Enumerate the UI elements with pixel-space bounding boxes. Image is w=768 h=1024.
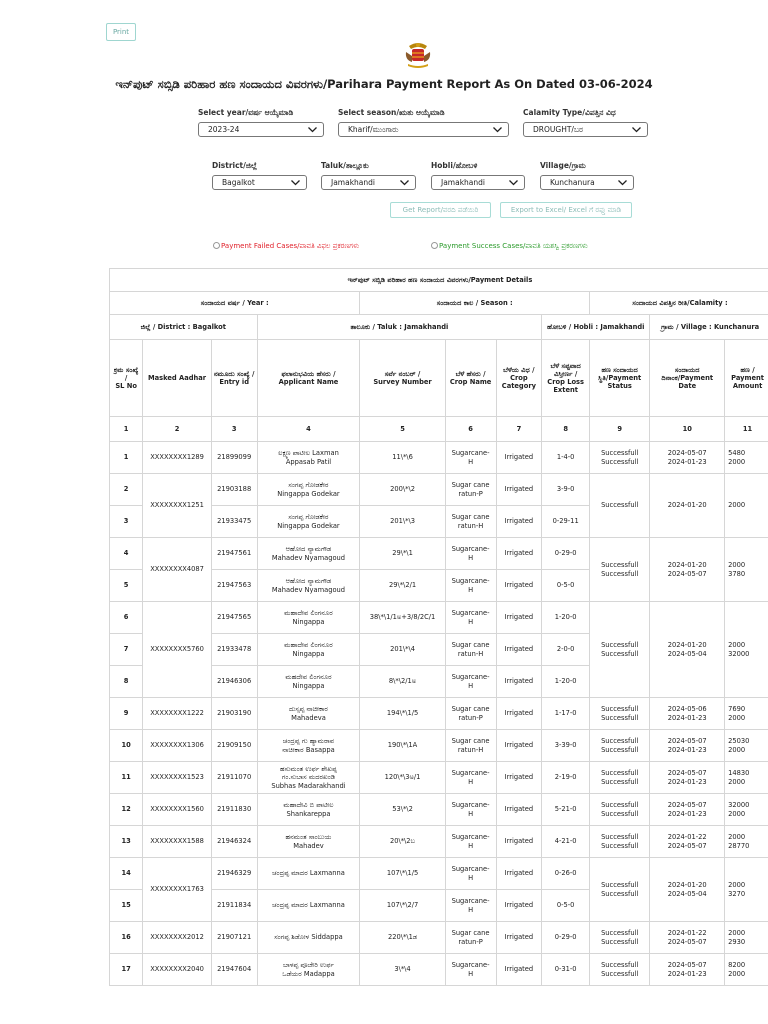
table-row	[110, 474, 768, 506]
payment-status: Successfull Successfull	[590, 698, 650, 730]
entry-id: 21946324	[211, 826, 257, 858]
survey-number: 120\*\3ಅ/1	[360, 762, 445, 794]
crop-category: Irrigated	[496, 538, 542, 570]
crop-name: Sugarcane- H	[445, 858, 496, 890]
column-number: 4	[257, 417, 360, 442]
hobli-value: Jamakhandi	[441, 178, 486, 187]
survey-number: 29\*\1	[360, 538, 445, 570]
table-row	[110, 538, 768, 570]
taluk-value: Jamakhandi	[331, 178, 376, 187]
crop-category: Irrigated	[496, 666, 542, 698]
entry-id: 21947563	[211, 570, 257, 602]
survey-number: 20\*\2ಬ	[360, 826, 445, 858]
column-number: 8	[542, 417, 590, 442]
karnataka-emblem-icon	[404, 40, 432, 70]
crop-loss-extent: 0-29-0	[542, 538, 590, 570]
payment-amount: 25030 2000	[725, 730, 768, 762]
applicant-name: ಚಂದ್ರಪ್ಪ ಮಾದರ Laxmanna	[257, 890, 360, 922]
column-header: Masked Aadhar	[143, 340, 212, 417]
entry-id: 21911070	[211, 762, 257, 794]
chevron-down-icon	[508, 178, 519, 187]
taluk-label: Taluk/ತಾಲ್ಲೂಕು	[321, 161, 369, 170]
crop-loss-extent: 3-39-0	[542, 730, 590, 762]
sl-no: 1	[110, 442, 143, 474]
applicant-name: ಮಹಾದೇವ ಲಿಂಗನೂರ Ningappa	[257, 634, 360, 666]
radio-icon[interactable]	[213, 242, 220, 249]
payment-amount: 7690 2000	[725, 698, 768, 730]
table-row	[110, 730, 768, 762]
payment-status: Successfull Successfull	[590, 922, 650, 954]
survey-number: 53\*\2	[360, 794, 445, 826]
payment-date: 2024-01-20	[650, 474, 725, 538]
column-header: ಸಂದಾಯದ ದಿನಾಂಕ/Payment Date	[650, 340, 725, 417]
crop-loss-extent: 1-17-0	[542, 698, 590, 730]
entry-id: 21903190	[211, 698, 257, 730]
entry-id: 21947565	[211, 602, 257, 634]
crop-name: Sugarcane- H	[445, 666, 496, 698]
payment-date: 2024-01-22 2024-05-07	[650, 922, 725, 954]
masked-aadhar: XXXXXXXX1251	[143, 474, 212, 538]
entry-id: 21933478	[211, 634, 257, 666]
year-cell: ಸಂದಾಯದ ವರ್ಷ / Year :	[110, 292, 360, 315]
crop-category: Irrigated	[496, 474, 542, 506]
payment-status: Successfull Successfull	[590, 794, 650, 826]
masked-aadhar: XXXXXXXX2012	[143, 922, 212, 954]
crop-name: Sugarcane- H	[445, 762, 496, 794]
district-select[interactable]	[212, 175, 307, 190]
crop-category: Irrigated	[496, 794, 542, 826]
radio-icon[interactable]	[431, 242, 438, 249]
payment-amount: 2000 32000	[725, 602, 768, 698]
legend-failed	[213, 242, 359, 251]
payment-date: 2024-05-06 2024-01-23	[650, 698, 725, 730]
crop-name: Sugarcane- H	[445, 442, 496, 474]
applicant-name: ಲಕ್ಷ್ಮಣ ಪಾಟೀಲ Laxman Appasab Patil	[257, 442, 360, 474]
crop-loss-extent: 1-20-0	[542, 666, 590, 698]
chevron-down-icon	[631, 125, 642, 134]
survey-number: 220\*\1ಡ	[360, 922, 445, 954]
payment-status: Successfull Successfull	[590, 730, 650, 762]
sl-no: 4	[110, 538, 143, 570]
payment-date: 2024-01-20 2024-05-07	[650, 538, 725, 602]
applicant-name: ಮಹದೇವ ಲಿಂಗನೂರ Ningappa	[257, 666, 360, 698]
payment-date: 2024-01-20 2024-05-04	[650, 858, 725, 922]
payment-date: 2024-01-22 2024-05-07	[650, 826, 725, 858]
payment-date: 2024-05-07 2024-01-23	[650, 954, 725, 986]
payment-status: Successfull Successfull	[590, 762, 650, 794]
legend-success	[431, 242, 588, 251]
survey-number: 107\*\1/5	[360, 858, 445, 890]
sl-no: 13	[110, 826, 143, 858]
masked-aadhar: XXXXXXXX1289	[143, 442, 212, 474]
season-cell: ಸಂದಾಯದ ಕಾಲ / Season :	[360, 292, 590, 315]
legend-failed-label: Payment Failed Cases/ಪಾವತಿ ವಿಫಲ ಪ್ರಕರಣಗಳು	[221, 242, 360, 250]
column-header: ಹಣ ಸಂದಾಯದ ಸ್ಥಿತಿ/Payment Status	[590, 340, 650, 417]
entry-id: 21903188	[211, 474, 257, 506]
crop-name: Sugarcane- H	[445, 602, 496, 634]
export-excel-button[interactable]: Export to Excel/ Excel ಗೆ ರಫ್ತು ಮಾಡಿ	[500, 202, 632, 218]
crop-loss-extent: 1-4-0	[542, 442, 590, 474]
survey-number: 190\*\1A	[360, 730, 445, 762]
crop-name: Sugarcane- H	[445, 570, 496, 602]
chevron-down-icon	[307, 125, 318, 134]
payment-status: Successfull Successfull	[590, 538, 650, 602]
survey-number: 38\*\1/1ಅ+3/8/2C/1	[360, 602, 445, 634]
chevron-down-icon	[290, 178, 301, 187]
sl-no: 7	[110, 634, 143, 666]
column-number: 11	[725, 417, 768, 442]
crop-loss-extent: 2-19-0	[542, 762, 590, 794]
legend-success-label: Payment Success Cases/ಪಾವತಿ ಯಶಸ್ವಿ ಪ್ರಕರಣಗಳು	[439, 242, 588, 250]
masked-aadhar: XXXXXXXX1763	[143, 858, 212, 922]
table-row	[110, 794, 768, 826]
crop-name: Sugar cane ratun-P	[445, 698, 496, 730]
district-value: Bagalkot	[222, 178, 255, 187]
season-value: Kharif/ಮುಂಗಾರು	[348, 124, 399, 134]
sl-no: 2	[110, 474, 143, 506]
applicant-name: ಮಹಾದೇವಿ ಬಿ ಪಾಟೀಲ Shankareppa	[257, 794, 360, 826]
entry-id: 21947604	[211, 954, 257, 986]
payment-status: Successfull Successfull	[590, 442, 650, 474]
hobli-cell: ಹೋಬಳಿ / Hobli : Jamakhandi	[542, 315, 650, 340]
sl-no: 16	[110, 922, 143, 954]
sl-no: 12	[110, 794, 143, 826]
column-number: 2	[143, 417, 212, 442]
table-row	[110, 442, 768, 474]
payment-amount: 2000 3780	[725, 538, 768, 602]
sl-no: 10	[110, 730, 143, 762]
table-row	[110, 922, 768, 954]
entry-id: 21911834	[211, 890, 257, 922]
applicant-name: ಆಹೋದ ನ್ಯಾಮಗೌಡ Mahadev Nyamagoud	[257, 538, 360, 570]
sl-no: 8	[110, 666, 143, 698]
payment-status: Successfull	[590, 474, 650, 538]
crop-category: Irrigated	[496, 698, 542, 730]
year-value: 2023-24	[208, 125, 240, 134]
applicant-name: ಚಂದ್ರಪ್ಪ ಗು ಹ್ಯಾಮರಾವ ನಾಚೀಕಾರ Basappa	[257, 730, 360, 762]
chevron-down-icon	[399, 178, 410, 187]
applicant-name: ಮಹಾದೇವ ಲಿಂಗನೂರ Ningappa	[257, 602, 360, 634]
year-label: Select year/ವರ್ಷ ಆಯ್ಕೆಮಾಡಿ	[198, 108, 294, 117]
crop-loss-extent: 0-31-0	[542, 954, 590, 986]
get-report-button[interactable]: Get Report/ವರದಿ ಪಡೆಯಿರಿ	[390, 202, 491, 218]
applicant-name: ದುಸ್ಸಪ್ಪ ನಾಚೀಕಾರ Mahadeva	[257, 698, 360, 730]
crop-category: Irrigated	[496, 634, 542, 666]
crop-name: Sugar cane ratun-H	[445, 730, 496, 762]
applicant-name: ಬಾಳಪ್ಪ ಪೂಜೇರಿ ಉರ್ಫ ಒಡೆಯರ Madappa	[257, 954, 360, 986]
crop-category: Irrigated	[496, 602, 542, 634]
village-cell: ಗ್ರಾಮ / Village : Kunchanura	[650, 315, 768, 340]
survey-number: 107\*\2/7	[360, 890, 445, 922]
print-button[interactable]: Print	[106, 23, 136, 41]
season-label: Select season/ಋತು ಆಯ್ಕೆಮಾಡಿ	[338, 108, 445, 117]
entry-id: 21946306	[211, 666, 257, 698]
report-heading: ಇನ್‌ಪುಟ್ ಸಬ್ಸಿಡಿ ಪರಿಹಾರ ಹಣ ಸಂದಾಯದ ವಿವರಗಳು/Payment Details	[110, 269, 768, 292]
column-header: ಕ್ರಮ ಸಂಖ್ಯೆ / SL No	[110, 340, 143, 417]
payment-amount: 8200 2000	[725, 954, 768, 986]
applicant-name: ಸಂಗಪ್ಪ ಗೋಡಕೇರ Ningappa Godekar	[257, 474, 360, 506]
hobli-label: Hobli/ಹೋಬಳಿ	[431, 161, 478, 170]
crop-loss-extent: 3-9-0	[542, 474, 590, 506]
entry-id: 21947561	[211, 538, 257, 570]
sl-no: 9	[110, 698, 143, 730]
masked-aadhar: XXXXXXXX2040	[143, 954, 212, 986]
crop-loss-extent: 0-29-11	[542, 506, 590, 538]
column-number: 1	[110, 417, 143, 442]
column-number: 3	[211, 417, 257, 442]
masked-aadhar: XXXXXXXX1588	[143, 826, 212, 858]
payment-amount: 2000 3270	[725, 858, 768, 922]
crop-category: Irrigated	[496, 730, 542, 762]
column-header: ನಮೂದು ಸಂಖ್ಯೆ / Entry id	[211, 340, 257, 417]
crop-name: Sugarcane- H	[445, 954, 496, 986]
crop-loss-extent: 0-29-0	[542, 922, 590, 954]
table-row	[110, 698, 768, 730]
applicant-name: ಚಂದ್ರಪ್ಪ ಮಾದರ Laxmanna	[257, 858, 360, 890]
table-row	[110, 762, 768, 794]
payment-status: Successfull Successfull	[590, 858, 650, 922]
crop-category: Irrigated	[496, 506, 542, 538]
payment-status: Successfull Successfull	[590, 826, 650, 858]
calamity-value: DROUGHT/ಬರ	[533, 124, 583, 134]
village-select[interactable]	[540, 175, 634, 190]
entry-id: 21907121	[211, 922, 257, 954]
crop-name: Sugarcane- H	[445, 890, 496, 922]
sl-no: 5	[110, 570, 143, 602]
crop-name: Sugar cane ratun-H	[445, 634, 496, 666]
entry-id: 21946329	[211, 858, 257, 890]
column-number: 7	[496, 417, 542, 442]
applicant-name: ಹನಮಂತ ಸಾಂಬುಯ Mahadev	[257, 826, 360, 858]
calamity-select[interactable]	[523, 122, 648, 137]
column-header: ಫಲಾನುಭವಿಯ ಹೆಸರು / Applicant Name	[257, 340, 360, 417]
payment-amount: 2000	[725, 474, 768, 538]
table-row	[110, 858, 768, 890]
masked-aadhar: XXXXXXXX1222	[143, 698, 212, 730]
crop-category: Irrigated	[496, 762, 542, 794]
crop-name: Sugarcane- H	[445, 826, 496, 858]
payment-amount: 5480 2000	[725, 442, 768, 474]
crop-category: Irrigated	[496, 922, 542, 954]
column-number: 9	[590, 417, 650, 442]
payment-amount: 14830 2000	[725, 762, 768, 794]
payment-date: 2024-05-07 2024-01-23	[650, 762, 725, 794]
masked-aadhar: XXXXXXXX1560	[143, 794, 212, 826]
payment-amount: 2000 28770	[725, 826, 768, 858]
survey-number: 29\*\2/1	[360, 570, 445, 602]
survey-number: 11\*\6	[360, 442, 445, 474]
survey-number: 8\*\2/1ಅ	[360, 666, 445, 698]
survey-number: 194\*\1/5	[360, 698, 445, 730]
crop-category: Irrigated	[496, 858, 542, 890]
table-row	[110, 954, 768, 986]
sl-no: 6	[110, 602, 143, 634]
crop-category: Irrigated	[496, 954, 542, 986]
applicant-name: ಸಂಗಪ್ಪ ಗೋಡಕೇರ Ningappa Godekar	[257, 506, 360, 538]
sl-no: 3	[110, 506, 143, 538]
taluk-cell: ತಾಲೂಕು / Taluk : Jamakhandi	[257, 315, 542, 340]
payment-date: 2024-05-07 2024-01-23	[650, 730, 725, 762]
payment-status: Successfull Successfull	[590, 602, 650, 698]
sl-no: 15	[110, 890, 143, 922]
table-row	[110, 602, 768, 634]
entry-id: 21933475	[211, 506, 257, 538]
column-header: ಸರ್ವೆ ನಂಬರ್ / Survey Number	[360, 340, 445, 417]
crop-loss-extent: 5-21-0	[542, 794, 590, 826]
crop-category: Irrigated	[496, 826, 542, 858]
entry-id: 21911830	[211, 794, 257, 826]
village-label: Village/ಗ್ರಾಮ	[540, 161, 586, 170]
masked-aadhar: XXXXXXXX5760	[143, 602, 212, 698]
chevron-down-icon	[492, 125, 503, 134]
crop-loss-extent: 4-21-0	[542, 826, 590, 858]
survey-number: 200\*\2	[360, 474, 445, 506]
survey-number: 201\*\4	[360, 634, 445, 666]
payment-amount: 32000 2000	[725, 794, 768, 826]
column-number: 10	[650, 417, 725, 442]
column-number: 5	[360, 417, 445, 442]
entry-id: 21909150	[211, 730, 257, 762]
calamity-label: Calamity Type/ವಿಪತ್ತಿನ ವಿಧ	[523, 108, 616, 117]
column-header: ಬೆಳೆ ಸಪ್ಟವಾದ ವಿಸ್ತೀರ್ಣ / Crop Loss Extent	[542, 340, 590, 417]
district-label: District/ಜಿಲ್ಲೆ	[212, 161, 257, 170]
masked-aadhar: XXXXXXXX4087	[143, 538, 212, 602]
applicant-name: ಆಹೋದ ನ್ಯಾಮಗೌಡ Mahadev Nyamagoud	[257, 570, 360, 602]
payment-date: 2024-01-20 2024-05-04	[650, 602, 725, 698]
district-cell: ಜಿಲ್ಲೆ / District : Bagalkot	[110, 315, 258, 340]
crop-name: Sugar cane ratun-P	[445, 922, 496, 954]
column-header: ಬೆಳೆಯ ವಿಧ / Crop Category	[496, 340, 542, 417]
crop-loss-extent: 2-0-0	[542, 634, 590, 666]
hobli-select[interactable]	[431, 175, 525, 190]
applicant-name: ಸಂಗಪ್ಪ ಶಿಡೋಳ Siddappa	[257, 922, 360, 954]
chevron-down-icon	[617, 178, 628, 187]
column-header: ಬೆಳೆ ಹೆಸರು / Crop Name	[445, 340, 496, 417]
entry-id: 21899099	[211, 442, 257, 474]
season-select[interactable]	[338, 122, 509, 137]
column-number: 6	[445, 417, 496, 442]
crop-category: Irrigated	[496, 890, 542, 922]
payment-date: 2024-05-07 2024-01-23	[650, 794, 725, 826]
masked-aadhar: XXXXXXXX1523	[143, 762, 212, 794]
masked-aadhar: XXXXXXXX1306	[143, 730, 212, 762]
year-select[interactable]	[198, 122, 324, 137]
village-value: Kunchanura	[550, 178, 595, 187]
calamity-cell: ಸಂದಾಯದ ವಿಪತ್ತಿನ ರೀತಿ/Calamity :	[590, 292, 768, 315]
crop-name: Sugar cane ratun-H	[445, 506, 496, 538]
table-row	[110, 826, 768, 858]
payment-details-table	[109, 268, 768, 986]
sl-no: 17	[110, 954, 143, 986]
crop-loss-extent: 0-5-0	[542, 570, 590, 602]
payment-date: 2024-05-07 2024-01-23	[650, 442, 725, 474]
crop-loss-extent: 0-26-0	[542, 858, 590, 890]
crop-name: Sugarcane- H	[445, 794, 496, 826]
survey-number: 3\*\4	[360, 954, 445, 986]
column-header: ಹಣ / Payment Amount	[725, 340, 768, 417]
crop-loss-extent: 0-5-0	[542, 890, 590, 922]
applicant-name: ಹಸುಮಂತ ಉರ್ಫ ಶೇಖಪ್ಪ ಗಂ.ಸುಬಾಸ ಮದರಖಂಡಿ Subhas Madarakhandi	[257, 762, 360, 794]
crop-name: Sugar cane ratun-P	[445, 474, 496, 506]
sl-no: 14	[110, 858, 143, 890]
crop-category: Irrigated	[496, 442, 542, 474]
page-title: ಇನ್‌ಪುಟ್ ಸಬ್ಸಿಡಿ ಪರಿಹಾರ ಹಣ ಸಂದಾಯದ ವಿವರಗಳು/Parihara Payment Report As On Dated 03-06-2024	[115, 77, 653, 91]
crop-category: Irrigated	[496, 570, 542, 602]
sl-no: 11	[110, 762, 143, 794]
survey-number: 201\*\3	[360, 506, 445, 538]
crop-name: Sugarcane- H	[445, 538, 496, 570]
taluk-select[interactable]	[321, 175, 416, 190]
payment-amount: 2000 2930	[725, 922, 768, 954]
crop-loss-extent: 1-20-0	[542, 602, 590, 634]
payment-status: Successfull Successfull	[590, 954, 650, 986]
